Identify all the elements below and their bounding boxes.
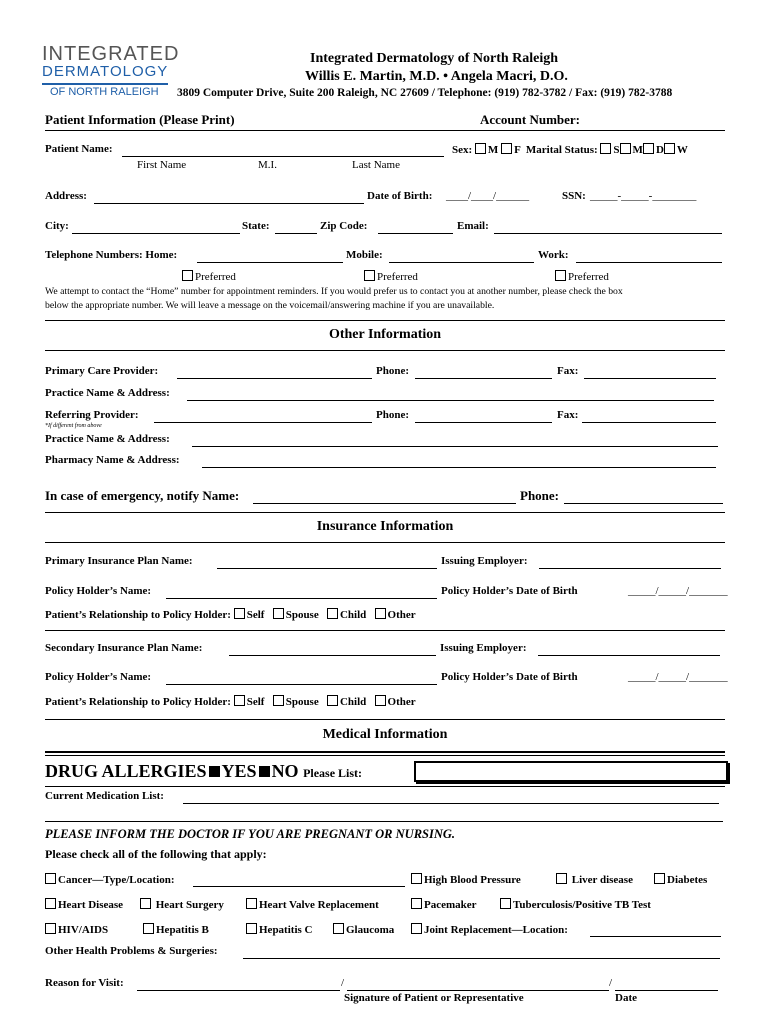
glaucoma-item (333, 923, 394, 936)
secondary-holder-label: Policy Holder’s Name: (45, 671, 152, 683)
allergies-list-box[interactable] (414, 761, 728, 782)
referring-field[interactable] (154, 422, 372, 423)
reason-field[interactable] (137, 990, 340, 991)
primary-child-label: Child (339, 609, 367, 621)
marital-m-label: M (632, 144, 643, 156)
marital-d-label: D (655, 144, 664, 156)
glaucoma-label: Glaucoma (346, 924, 395, 936)
address-label: Address: (45, 190, 87, 202)
city-label: City: (45, 220, 69, 232)
cancer-field[interactable] (193, 886, 405, 887)
joint-label: Joint Replacement—Location: (424, 924, 568, 936)
sex-label: Sex: (452, 144, 473, 156)
medical-heading: Medical Information (322, 727, 448, 742)
pharmacy-field[interactable] (202, 467, 716, 468)
practice-address: 3809 Computer Drive, Suite 200 Raleigh, NC 27609 / Telephone: (919) 782-3782 / Fax: (919) 782-3788 (177, 87, 673, 99)
emergency-label: In case of emergency, notify Name: (45, 488, 240, 503)
marital-s-checkbox[interactable] (600, 143, 611, 154)
home-preferred-checkbox[interactable] (182, 270, 193, 281)
marital-m-checkbox[interactable] (620, 143, 631, 154)
joint-item (411, 923, 568, 936)
signature-field[interactable] (347, 990, 609, 991)
sex-m-label: M (487, 144, 499, 156)
secondary-plan-label: Secondary Insurance Plan Name: (45, 642, 203, 654)
hiv-label: HIV/AIDS (58, 924, 109, 936)
other-problems-field[interactable] (243, 958, 720, 959)
tb-label: Tuberculosis/Positive TB Test (513, 899, 651, 911)
secondary-relationship (45, 695, 416, 708)
hbp-label: High Blood Pressure (424, 874, 521, 886)
tb-item (500, 898, 651, 911)
liver-label: Liver disease (571, 874, 633, 886)
heart-surgery-label: Heart Surgery (155, 899, 224, 911)
secondary-self-label: Self (246, 696, 265, 708)
primary-spouse-checkbox[interactable] (273, 608, 284, 619)
drug-allergies-label: DRUG ALLERGIES (45, 761, 207, 781)
ssn-label: SSN: (562, 190, 586, 202)
home-preferred-label: Preferred (195, 271, 236, 283)
date-slash: / (609, 977, 613, 989)
hbp-checkbox[interactable] (411, 873, 422, 884)
secondary-employer-label: Issuing Employer: (440, 642, 527, 654)
insurance-heading: Insurance Information (316, 519, 454, 534)
secondary-spouse-label: Spouse (285, 696, 319, 708)
mobile-preferred-label: Preferred (377, 271, 418, 283)
email-label: Email: (457, 220, 489, 232)
primary-holder-dob-field[interactable]: _____/_____/_______ (628, 585, 728, 597)
pharmacy-label: Pharmacy Name & Address: (45, 454, 180, 466)
hepb-checkbox[interactable] (143, 923, 154, 934)
cancer-checkbox[interactable] (45, 873, 56, 884)
hepc-checkbox[interactable] (246, 923, 257, 934)
pcp-field[interactable] (177, 378, 372, 379)
secondary-holder-field[interactable] (166, 684, 437, 685)
contact-note-2: below the appropriate number. We will leave a message on the voicemail/answering machine if you are unavailable. (45, 300, 495, 311)
primary-holder-dob-label: Policy Holder’s Date of Birth (441, 585, 578, 597)
cancer-item (45, 873, 175, 886)
medication-field[interactable] (183, 803, 719, 804)
zip-field[interactable] (378, 233, 453, 234)
sex-m-checkbox[interactable] (475, 143, 486, 154)
ref-fax-field[interactable] (582, 422, 716, 423)
allergies-yes-checkbox[interactable] (209, 766, 220, 777)
work-preferred-label: Preferred (568, 271, 609, 283)
primary-employer-field[interactable] (539, 568, 721, 569)
liver-item (556, 873, 633, 886)
first-name-caption: First Name (137, 159, 187, 171)
primary-employer-label: Issuing Employer: (441, 555, 528, 567)
primary-holder-label: Policy Holder’s Name: (45, 585, 152, 597)
reason-slash: / (341, 977, 345, 989)
home-phone-field[interactable] (197, 262, 343, 263)
primary-relationship (45, 608, 416, 621)
mobile-preferred-checkbox[interactable] (364, 270, 375, 281)
hepc-label: Hepatitis C (259, 924, 313, 936)
signature-caption: Signature of Patient or Representative (344, 992, 524, 1004)
practice-address-label: Practice Name & Address: (45, 387, 170, 399)
secondary-plan-field[interactable] (229, 655, 436, 656)
sex-group (452, 143, 688, 156)
marital-s-label: S (613, 144, 620, 156)
secondary-other-label: Other (387, 696, 416, 708)
patient-heading: Patient Information (Please Print) (45, 112, 235, 127)
primary-other-checkbox[interactable] (375, 608, 386, 619)
secondary-holder-dob-label: Policy Holder’s Date of Birth (441, 671, 578, 683)
diabetes-label: Diabetes (667, 874, 708, 886)
drug-allergies (45, 761, 362, 782)
heart-disease-label: Heart Disease (58, 899, 124, 911)
secondary-employer-field[interactable] (538, 655, 720, 656)
practice-address-2-label: Practice Name & Address: (45, 433, 170, 445)
marital-w-checkbox[interactable] (664, 143, 675, 154)
hepb-item (143, 923, 209, 936)
ssn-field[interactable]: _____-_____-________ (590, 190, 697, 202)
other-heading: Other Information (328, 327, 442, 342)
secondary-self-checkbox[interactable] (234, 695, 245, 706)
dob-field[interactable]: ____/____/______ (446, 190, 530, 202)
work-preferred-checkbox[interactable] (555, 270, 566, 281)
secondary-child-checkbox[interactable] (327, 695, 338, 706)
mobile-field[interactable] (389, 262, 534, 263)
heart-disease-checkbox[interactable] (45, 898, 56, 909)
primary-self-label: Self (246, 609, 265, 621)
emergency-phone-field[interactable] (564, 503, 723, 504)
allergies-yes-label: YES (221, 761, 257, 781)
primary-plan-label: Primary Insurance Plan Name: (45, 555, 193, 567)
ref-fax-label: Fax: (557, 409, 579, 421)
liver-checkbox[interactable] (556, 873, 567, 884)
primary-other-label: Other (387, 609, 416, 621)
work-preferred (555, 270, 609, 283)
marital-d-checkbox[interactable] (643, 143, 654, 154)
hiv-checkbox[interactable] (45, 923, 56, 934)
hepb-label: Hepatitis B (156, 924, 209, 936)
home-preferred (182, 270, 236, 283)
heart-disease-item (45, 898, 123, 911)
primary-spouse-label: Spouse (285, 609, 319, 621)
pacemaker-checkbox[interactable] (411, 898, 422, 909)
hepc-item (246, 923, 312, 936)
other-problems-label: Other Health Problems & Surgeries: (45, 945, 218, 957)
valve-item (246, 898, 379, 911)
allergies-no-checkbox[interactable] (259, 766, 270, 777)
referring-label: Referring Provider: (45, 409, 139, 421)
practice-name: Integrated Dermatology of North Raleigh (310, 51, 559, 66)
state-label: State: (242, 220, 270, 232)
logo (42, 43, 180, 99)
secondary-relationship-label: Patient’s Relationship to Policy Holder: (45, 696, 231, 708)
valve-checkbox[interactable] (246, 898, 257, 909)
pcp-phone-field[interactable] (415, 378, 552, 379)
marital-label: Marital Status: (525, 144, 598, 156)
sex-f-label: F (514, 144, 521, 156)
hiv-item (45, 923, 108, 936)
date-caption: Date (615, 992, 637, 1004)
primary-self-checkbox[interactable] (234, 608, 245, 619)
logo-line2: DERMATOLOGY (42, 63, 169, 80)
logo-line1: INTEGRATED (42, 43, 180, 65)
pcp-label: Primary Care Provider: (45, 365, 159, 377)
work-label: Work: (538, 249, 569, 261)
hbp-item (411, 873, 521, 886)
contact-note-1: We attempt to contact the “Home” number for appointment reminders. If you would prefer us to contact you at another number, please check the box (45, 286, 623, 297)
logo-line3: OF NORTH RALEIGH (50, 86, 159, 98)
allergies-no-label: NO (271, 761, 299, 781)
tb-checkbox[interactable] (500, 898, 511, 909)
date-field[interactable] (615, 990, 718, 991)
valve-label: Heart Valve Replacement (259, 899, 379, 911)
primary-relationship-label: Patient’s Relationship to Policy Holder: (45, 609, 231, 621)
ref-phone-field[interactable] (415, 422, 552, 423)
patient-name-field[interactable] (122, 156, 444, 157)
home-phone-label: Telephone Numbers: Home: (45, 249, 178, 261)
emergency-name-field[interactable] (253, 503, 516, 504)
secondary-spouse-checkbox[interactable] (273, 695, 284, 706)
state-field[interactable] (275, 233, 317, 234)
mobile-label: Mobile: (346, 249, 383, 261)
practice-address-field[interactable] (187, 400, 714, 401)
primary-holder-field[interactable] (166, 598, 437, 599)
joint-checkbox[interactable] (411, 923, 422, 934)
mobile-preferred (364, 270, 418, 283)
ref-phone-label: Phone: (376, 409, 409, 421)
patient-name-label: Patient Name: (45, 143, 113, 155)
email-field[interactable] (494, 233, 722, 234)
pcp-phone-label: Phone: (376, 365, 409, 377)
diabetes-item (654, 873, 707, 886)
secondary-other-checkbox[interactable] (375, 695, 386, 706)
primary-plan-field[interactable] (217, 568, 437, 569)
pcp-fax-field[interactable] (584, 378, 716, 379)
work-field[interactable] (576, 262, 722, 263)
cancer-label: Cancer—Type/Location: (58, 874, 175, 886)
check-all-label: Please check all of the following that apply: (45, 847, 267, 861)
emergency-phone-label: Phone: (520, 488, 559, 503)
medication-field-2[interactable] (45, 821, 723, 822)
marital-w-label: W (676, 144, 688, 156)
if-different-note: *If different from above (45, 423, 102, 429)
mi-caption: M.I. (258, 159, 277, 171)
reason-label: Reason for Visit: (45, 977, 124, 989)
pcp-fax-label: Fax: (557, 365, 579, 377)
joint-location-field[interactable] (590, 936, 721, 937)
pregnancy-notice: PLEASE INFORM THE DOCTOR IF YOU ARE PREGNANT OR NURSING. (45, 827, 456, 841)
address-field[interactable] (94, 203, 364, 204)
practice-address-2-field[interactable] (192, 446, 718, 447)
medication-label: Current Medication List: (45, 790, 164, 802)
account-number-label: Account Number: (480, 112, 581, 127)
primary-child-checkbox[interactable] (327, 608, 338, 619)
pacemaker-label: Pacemaker (424, 899, 477, 911)
diabetes-checkbox[interactable] (654, 873, 665, 884)
dob-label: Date of Birth: (367, 190, 433, 202)
glaucoma-checkbox[interactable] (333, 923, 344, 934)
secondary-holder-dob-field[interactable]: _____/_____/_______ (628, 671, 728, 683)
doctor-names: Willis E. Martin, M.D. • Angela Macri, D.O. (305, 69, 568, 84)
last-name-caption: Last Name (352, 159, 400, 171)
sex-f-checkbox[interactable] (501, 143, 512, 154)
secondary-child-label: Child (339, 696, 367, 708)
please-list-label: Please List: (303, 766, 363, 780)
city-field[interactable] (72, 233, 240, 234)
pacemaker-item (411, 898, 477, 911)
heart-surgery-checkbox[interactable] (140, 898, 151, 909)
heart-surgery-item (140, 898, 224, 911)
zip-label: Zip Code: (320, 220, 368, 232)
